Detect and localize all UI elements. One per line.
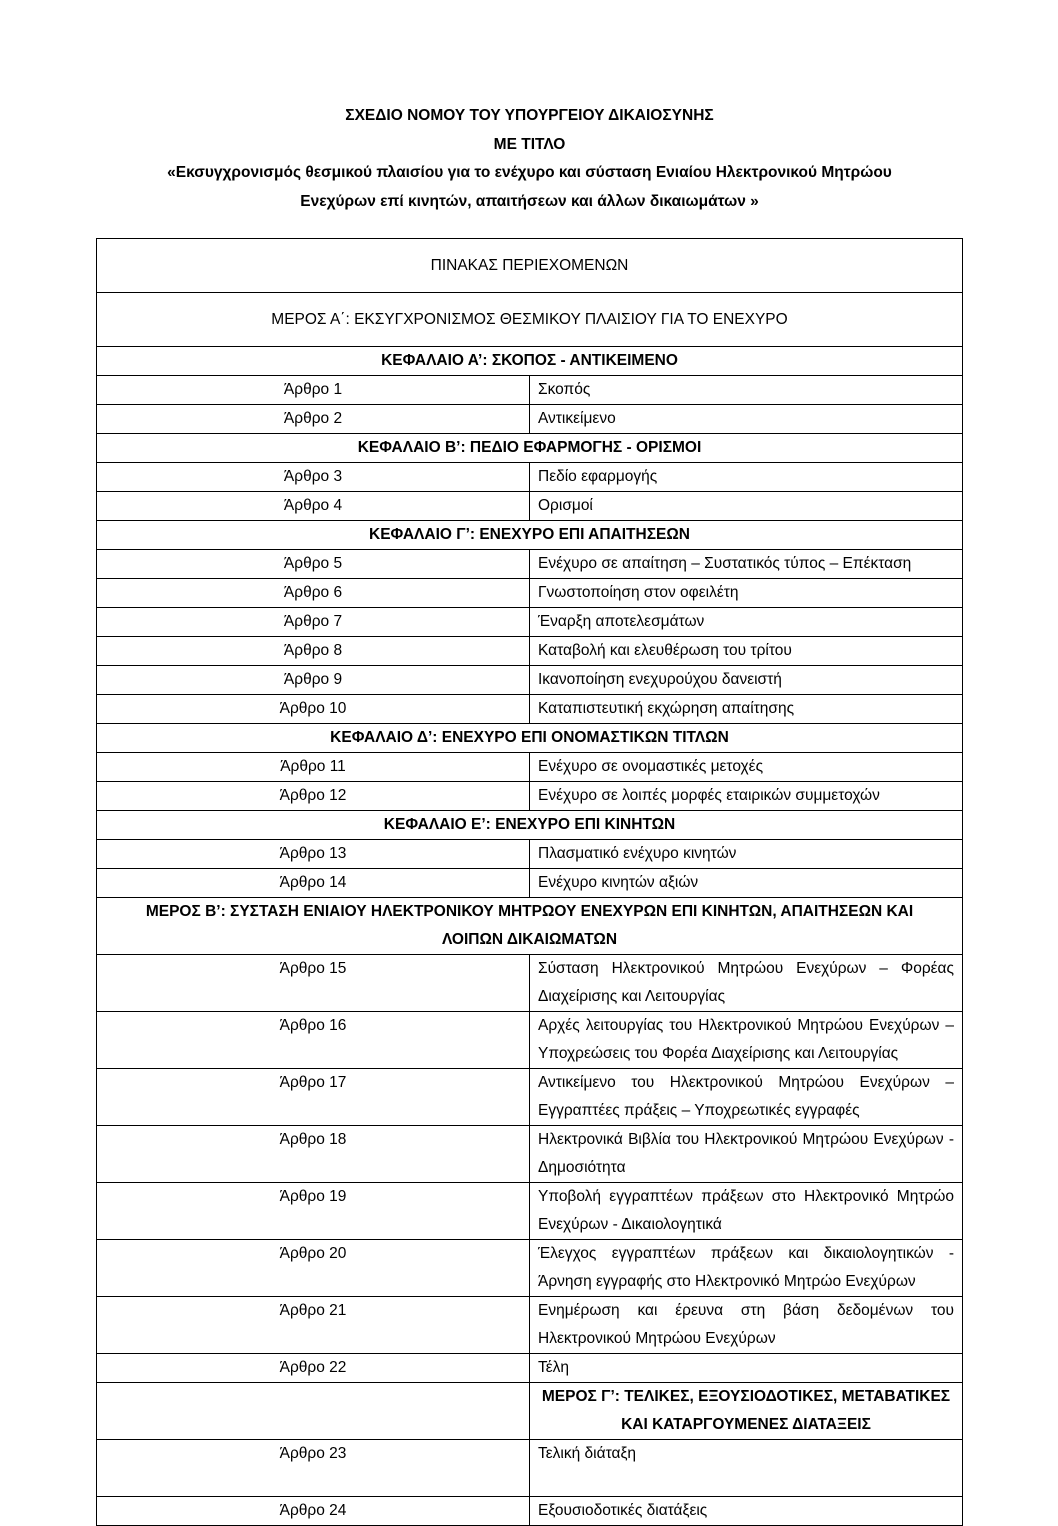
- table-row: [97, 1297, 963, 1354]
- article-number: Άρθρο 20: [97, 1240, 530, 1297]
- table-row: [97, 492, 963, 521]
- table-row: [97, 753, 963, 782]
- article-number: Άρθρο 5: [97, 550, 530, 579]
- article-number: Άρθρο 24: [97, 1497, 530, 1526]
- article-title: Αντικείμενο του Ηλεκτρονικού Μητρώου Ενεχύρων – Εγγραπτέες πράξεις – Υποχρεωτικές εγγραφές: [530, 1069, 963, 1126]
- article-title: Ικανοποίηση ενεχυρούχου δανειστή: [530, 666, 963, 695]
- article-title: Ενέχυρο σε ονομαστικές μετοχές: [530, 753, 963, 782]
- table-row: [97, 955, 963, 1012]
- article-title: Έναρξη αποτελεσμάτων: [530, 608, 963, 637]
- table-row: [97, 695, 963, 724]
- article-title: Ορισμοί: [530, 492, 963, 521]
- table-row: [97, 782, 963, 811]
- article-title: Καταβολή και ελευθέρωση του τρίτου: [530, 637, 963, 666]
- article-number: Άρθρο 3: [97, 463, 530, 492]
- article-title: Αντικείμενο: [530, 405, 963, 434]
- table-row: [97, 376, 963, 405]
- chapter-row: [97, 811, 963, 840]
- article-title: Εξουσιοδοτικές διατάξεις: [530, 1497, 963, 1526]
- article-title: Έλεγχος εγγραπτέων πράξεων και δικαιολογητικών - Άρνηση εγγραφής στο Ηλεκτρονικό Μητρώο Ενεχύρων: [530, 1240, 963, 1297]
- part-row: [97, 293, 963, 347]
- article-title: Ηλεκτρονικά Βιβλία του Ηλεκτρονικού Μητρώου Ενεχύρων - Δημοσιότητα: [530, 1126, 963, 1183]
- part-b-title: ΜΕΡΟΣ Β’: ΣΥΣΤΑΣΗ ΕΝΙΑΙΟΥ ΗΛΕΚΤΡΟΝΙΚΟΥ ΜΗΤΡΩΟΥ ΕΝΕΧΥΡΩΝ ΕΠΙ ΚΙΝΗΤΩΝ, ΑΠΑΙΤΗΣΕΩΝ ΚΑΙ ΛΟΙΠΩΝ ΔΙΚΑΙΩΜΑΤΩΝ: [97, 898, 963, 955]
- table-row: [97, 608, 963, 637]
- table-row: [97, 405, 963, 434]
- part-row: [97, 898, 963, 955]
- article-number: Άρθρο 9: [97, 666, 530, 695]
- article-number: Άρθρο 21: [97, 1297, 530, 1354]
- chapter-row: [97, 724, 963, 753]
- heading-line-4: Ενεχύρων επί κινητών, απαιτήσεων και άλλων δικαιωμάτων »: [300, 192, 759, 210]
- table-row: [97, 666, 963, 695]
- chapter-a-title: ΚΕΦΑΛΑΙΟ Α’: ΣΚΟΠΟΣ - ΑΝΤΙΚΕΙΜΕΝΟ: [97, 347, 963, 376]
- toc-title-row: [97, 239, 963, 293]
- article-number: Άρθρο 11: [97, 753, 530, 782]
- table-row: [97, 1183, 963, 1240]
- article-title: Σκοπός: [530, 376, 963, 405]
- table-row: [97, 869, 963, 898]
- article-number: Άρθρο 19: [97, 1183, 530, 1240]
- heading-line-3: «Εκσυγχρονισμός θεσμικού πλαισίου για το ενέχυρο και σύσταση Ενιαίου Ηλεκτρονικού Μητρώου: [167, 164, 892, 181]
- chapter-row: [97, 521, 963, 550]
- table-row: [97, 550, 963, 579]
- article-number: Άρθρο 6: [97, 579, 530, 608]
- article-title: Σύσταση Ηλεκτρονικού Μητρώου Ενεχύρων – Φορέας Διαχείρισης και Λειτουργίας: [530, 955, 963, 1012]
- article-number: Άρθρο 12: [97, 782, 530, 811]
- article-number: Άρθρο 10: [97, 695, 530, 724]
- article-title: Υποβολή εγγραπτέων πράξεων στο Ηλεκτρονικό Μητρώο Ενεχύρων - Δικαιολογητικά: [530, 1183, 963, 1240]
- article-title: Πλασματικό ενέχυρο κινητών: [530, 840, 963, 869]
- part-row: [97, 1383, 963, 1440]
- article-number: Άρθρο 22: [97, 1354, 530, 1383]
- article-title: Ενημέρωση και έρευνα στη βάση δεδομένων του Ηλεκτρονικού Μητρώου Ενεχύρων: [530, 1297, 963, 1354]
- article-title: Πεδίο εφαρμογής: [530, 463, 963, 492]
- chapter-row: [97, 347, 963, 376]
- table-row: [97, 579, 963, 608]
- table-row: [97, 463, 963, 492]
- table-row: [97, 637, 963, 666]
- article-number: Άρθρο 8: [97, 637, 530, 666]
- table-row: [97, 840, 963, 869]
- part-c-title: ΜΕΡΟΣ Γ’: ΤΕΛΙΚΕΣ, ΕΞΟΥΣΙΟΔΟΤΙΚΕΣ, ΜΕΤΑΒΑΤΙΚΕΣ ΚΑΙ ΚΑΤΑΡΓΟΥΜΕΝΕΣ ΔΙΑΤΑΞΕΙΣ: [530, 1383, 963, 1440]
- document-heading: [96, 102, 963, 216]
- article-number: Άρθρο 23: [97, 1440, 530, 1497]
- article-number: Άρθρο 4: [97, 492, 530, 521]
- article-number: Άρθρο 17: [97, 1069, 530, 1126]
- table-row: [97, 1497, 963, 1526]
- article-title: Ενέχυρο σε λοιπές μορφές εταιρικών συμμετοχών: [530, 782, 963, 811]
- table-row: [97, 1012, 963, 1069]
- article-title: Καταπιστευτική εκχώρηση απαίτησης: [530, 695, 963, 724]
- article-title: Τελική διάταξη: [530, 1440, 963, 1497]
- heading-line-2: ΜΕ ΤΙΤΛΟ: [493, 135, 566, 153]
- chapter-d-title: ΚΕΦΑΛΑΙΟ Δ’: ΕΝΕΧΥΡΟ ΕΠΙ ΟΝΟΜΑΣΤΙΚΩΝ ΤΙΤΛΩΝ: [97, 724, 963, 753]
- empty-cell: [97, 1383, 530, 1440]
- part-a-title: ΜΕΡΟΣ Α΄: ΕΚΣΥΓΧΡΟΝΙΣΜΟΣ ΘΕΣΜΙΚΟΥ ΠΛΑΙΣΙΟΥ ΓΙΑ ΤΟ ΕΝΕΧΥΡΟ: [97, 293, 963, 347]
- article-title: Αρχές λειτουργίας του Ηλεκτρονικού Μητρώου Ενεχύρων – Υποχρεώσεις του Φορέα Διαχείρισης και Λειτουργίας: [530, 1012, 963, 1069]
- chapter-e-title: ΚΕΦΑΛΑΙΟ Ε’: ΕΝΕΧΥΡΟ ΕΠΙ ΚΙΝΗΤΩΝ: [97, 811, 963, 840]
- table-row: [97, 1126, 963, 1183]
- article-number: Άρθρο 18: [97, 1126, 530, 1183]
- chapter-c-title: ΚΕΦΑΛΑΙΟ Γ’: ΕΝΕΧΥΡΟ ΕΠΙ ΑΠΑΙΤΗΣΕΩΝ: [97, 521, 963, 550]
- table-row: [97, 1440, 963, 1497]
- chapter-b-title: ΚΕΦΑΛΑΙΟ Β’: ΠΕΔΙΟ ΕΦΑΡΜΟΓΗΣ - ΟΡΙΣΜΟΙ: [97, 434, 963, 463]
- article-title: Τέλη: [530, 1354, 963, 1383]
- table-row: [97, 1240, 963, 1297]
- article-number: Άρθρο 13: [97, 840, 530, 869]
- article-number: Άρθρο 14: [97, 869, 530, 898]
- article-number: Άρθρο 16: [97, 1012, 530, 1069]
- article-title: Ενέχυρο κινητών αξιών: [530, 869, 963, 898]
- table-of-contents: [96, 238, 963, 1526]
- table-row: [97, 1354, 963, 1383]
- article-number: Άρθρο 15: [97, 955, 530, 1012]
- heading-line-1: ΣΧΕΔΙΟ ΝΟΜΟΥ ΤΟΥ ΥΠΟΥΡΓΕΙΟΥ ΔΙΚΑΙΟΣΥΝΗΣ: [345, 107, 714, 124]
- toc-title: ΠΙΝΑΚΑΣ ΠΕΡΙΕΧΟΜΕΝΩΝ: [97, 239, 963, 293]
- chapter-row: [97, 434, 963, 463]
- article-number: Άρθρο 2: [97, 405, 530, 434]
- article-number: Άρθρο 7: [97, 608, 530, 637]
- article-title: Ενέχυρο σε απαίτηση – Συστατικός τύπος – Επέκταση: [530, 550, 963, 579]
- table-row: [97, 1069, 963, 1126]
- article-title: Γνωστοποίηση στον οφειλέτη: [530, 579, 963, 608]
- article-number: Άρθρο 1: [97, 376, 530, 405]
